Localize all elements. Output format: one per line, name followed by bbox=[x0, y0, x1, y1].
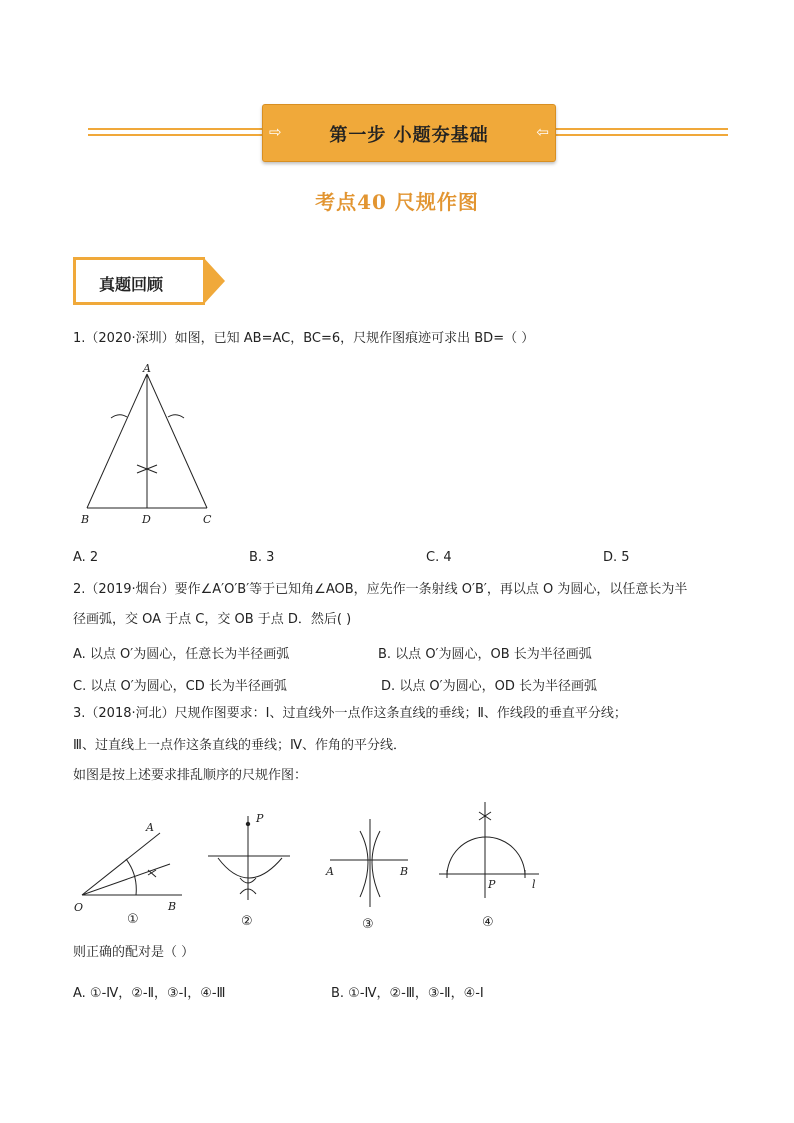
q3-figure-2 bbox=[200, 808, 300, 933]
header-line-left-top bbox=[88, 128, 263, 130]
q1-label-b: B bbox=[81, 513, 90, 526]
q3-line2: Ⅲ、过直线上一点作这条直线的垂线；Ⅳ、作角的平分线． bbox=[73, 738, 406, 753]
q3-f4-label-l: l bbox=[532, 878, 536, 891]
q3-f3-label-a: A bbox=[326, 865, 334, 878]
section-arrow-icon bbox=[203, 257, 225, 305]
q3-line1: 3.（2018·河北）尺规作图要求：Ⅰ、过直线外一点作这条直线的垂线；Ⅱ、作线段的垂直平分线； bbox=[73, 706, 627, 721]
q3-option-b: B. ①-Ⅳ，②-Ⅲ，③-Ⅱ，④-Ⅰ bbox=[331, 986, 484, 1001]
q2-option-c: C. 以点 O′为圆心，CD 长为半径画弧 bbox=[73, 679, 287, 694]
q1-label-d: D bbox=[142, 513, 151, 526]
q3-f1-number: ① bbox=[127, 912, 139, 927]
q2-option-b: B. 以点 O′为圆心，OB 长为半径画弧 bbox=[378, 647, 592, 662]
q2-line1: 2.（2019·烟台）要作∠A′O′B′等于已知角∠AOB，应先作一条射线 O′B′，再以点 O 为圆心，以任意长为半 bbox=[73, 582, 688, 597]
q3-figure-3 bbox=[320, 815, 420, 935]
q3-figure-1 bbox=[70, 815, 195, 930]
q1-text: 1.（2020·深圳）如图，已知 AB=AC，BC=6，尺规作图痕迹可求出 BD=（ ） bbox=[73, 331, 535, 346]
header-line-right-bottom bbox=[553, 134, 728, 136]
q3-f1-label-o: O bbox=[74, 901, 84, 914]
arrow-right-icon: ⇨ bbox=[269, 123, 282, 141]
q1-triangle-figure bbox=[75, 362, 225, 532]
header-line-left-bottom bbox=[88, 134, 263, 136]
q1-option-d: D. 5 bbox=[603, 550, 630, 565]
q1-option-a: A. 2 bbox=[73, 550, 99, 565]
header-banner bbox=[262, 104, 556, 162]
q3-f3-number: ③ bbox=[362, 917, 374, 932]
q1-label-c: C bbox=[203, 513, 212, 526]
q3-prompt: 则正确的配对是（ ） bbox=[73, 945, 195, 960]
q3-option-a: A. ①-Ⅳ，②-Ⅱ，③-Ⅰ，④-Ⅲ bbox=[73, 986, 226, 1001]
q1-label-a: A bbox=[143, 362, 151, 375]
section-label: 真题回顾 bbox=[99, 275, 164, 294]
q2-line2: 径画弧，交 OA 于点 C，交 OB 于点 D．然后( ) bbox=[73, 612, 352, 627]
q3-f3-label-b: B bbox=[400, 865, 409, 878]
q2-option-d: D. 以点 O′为圆心，OD 长为半径画弧 bbox=[381, 679, 597, 694]
q1-option-c: C. 4 bbox=[426, 550, 452, 565]
q3-f2-label-p: P bbox=[256, 812, 264, 825]
q1-option-b: B. 3 bbox=[249, 550, 275, 565]
q3-figure-4 bbox=[433, 798, 548, 933]
page-subtitle: 考点40 尺规作图 bbox=[315, 190, 479, 214]
banner-title: 第一步 小题夯基础 bbox=[329, 125, 489, 146]
arrow-left-icon: ⇦ bbox=[536, 123, 549, 141]
q3-f1-label-b: B bbox=[168, 900, 177, 913]
q2-option-a: A. 以点 O′为圆心，任意长为半径画弧 bbox=[73, 647, 290, 662]
q3-line3: 如图是按上述要求排乱顺序的尺规作图： bbox=[73, 768, 308, 783]
q3-f4-number: ④ bbox=[482, 915, 494, 930]
q3-f1-label-a: A bbox=[146, 821, 154, 834]
header-line-right-top bbox=[553, 128, 728, 130]
q3-f4-label-p: P bbox=[488, 878, 496, 891]
q3-f2-number: ② bbox=[241, 914, 253, 929]
